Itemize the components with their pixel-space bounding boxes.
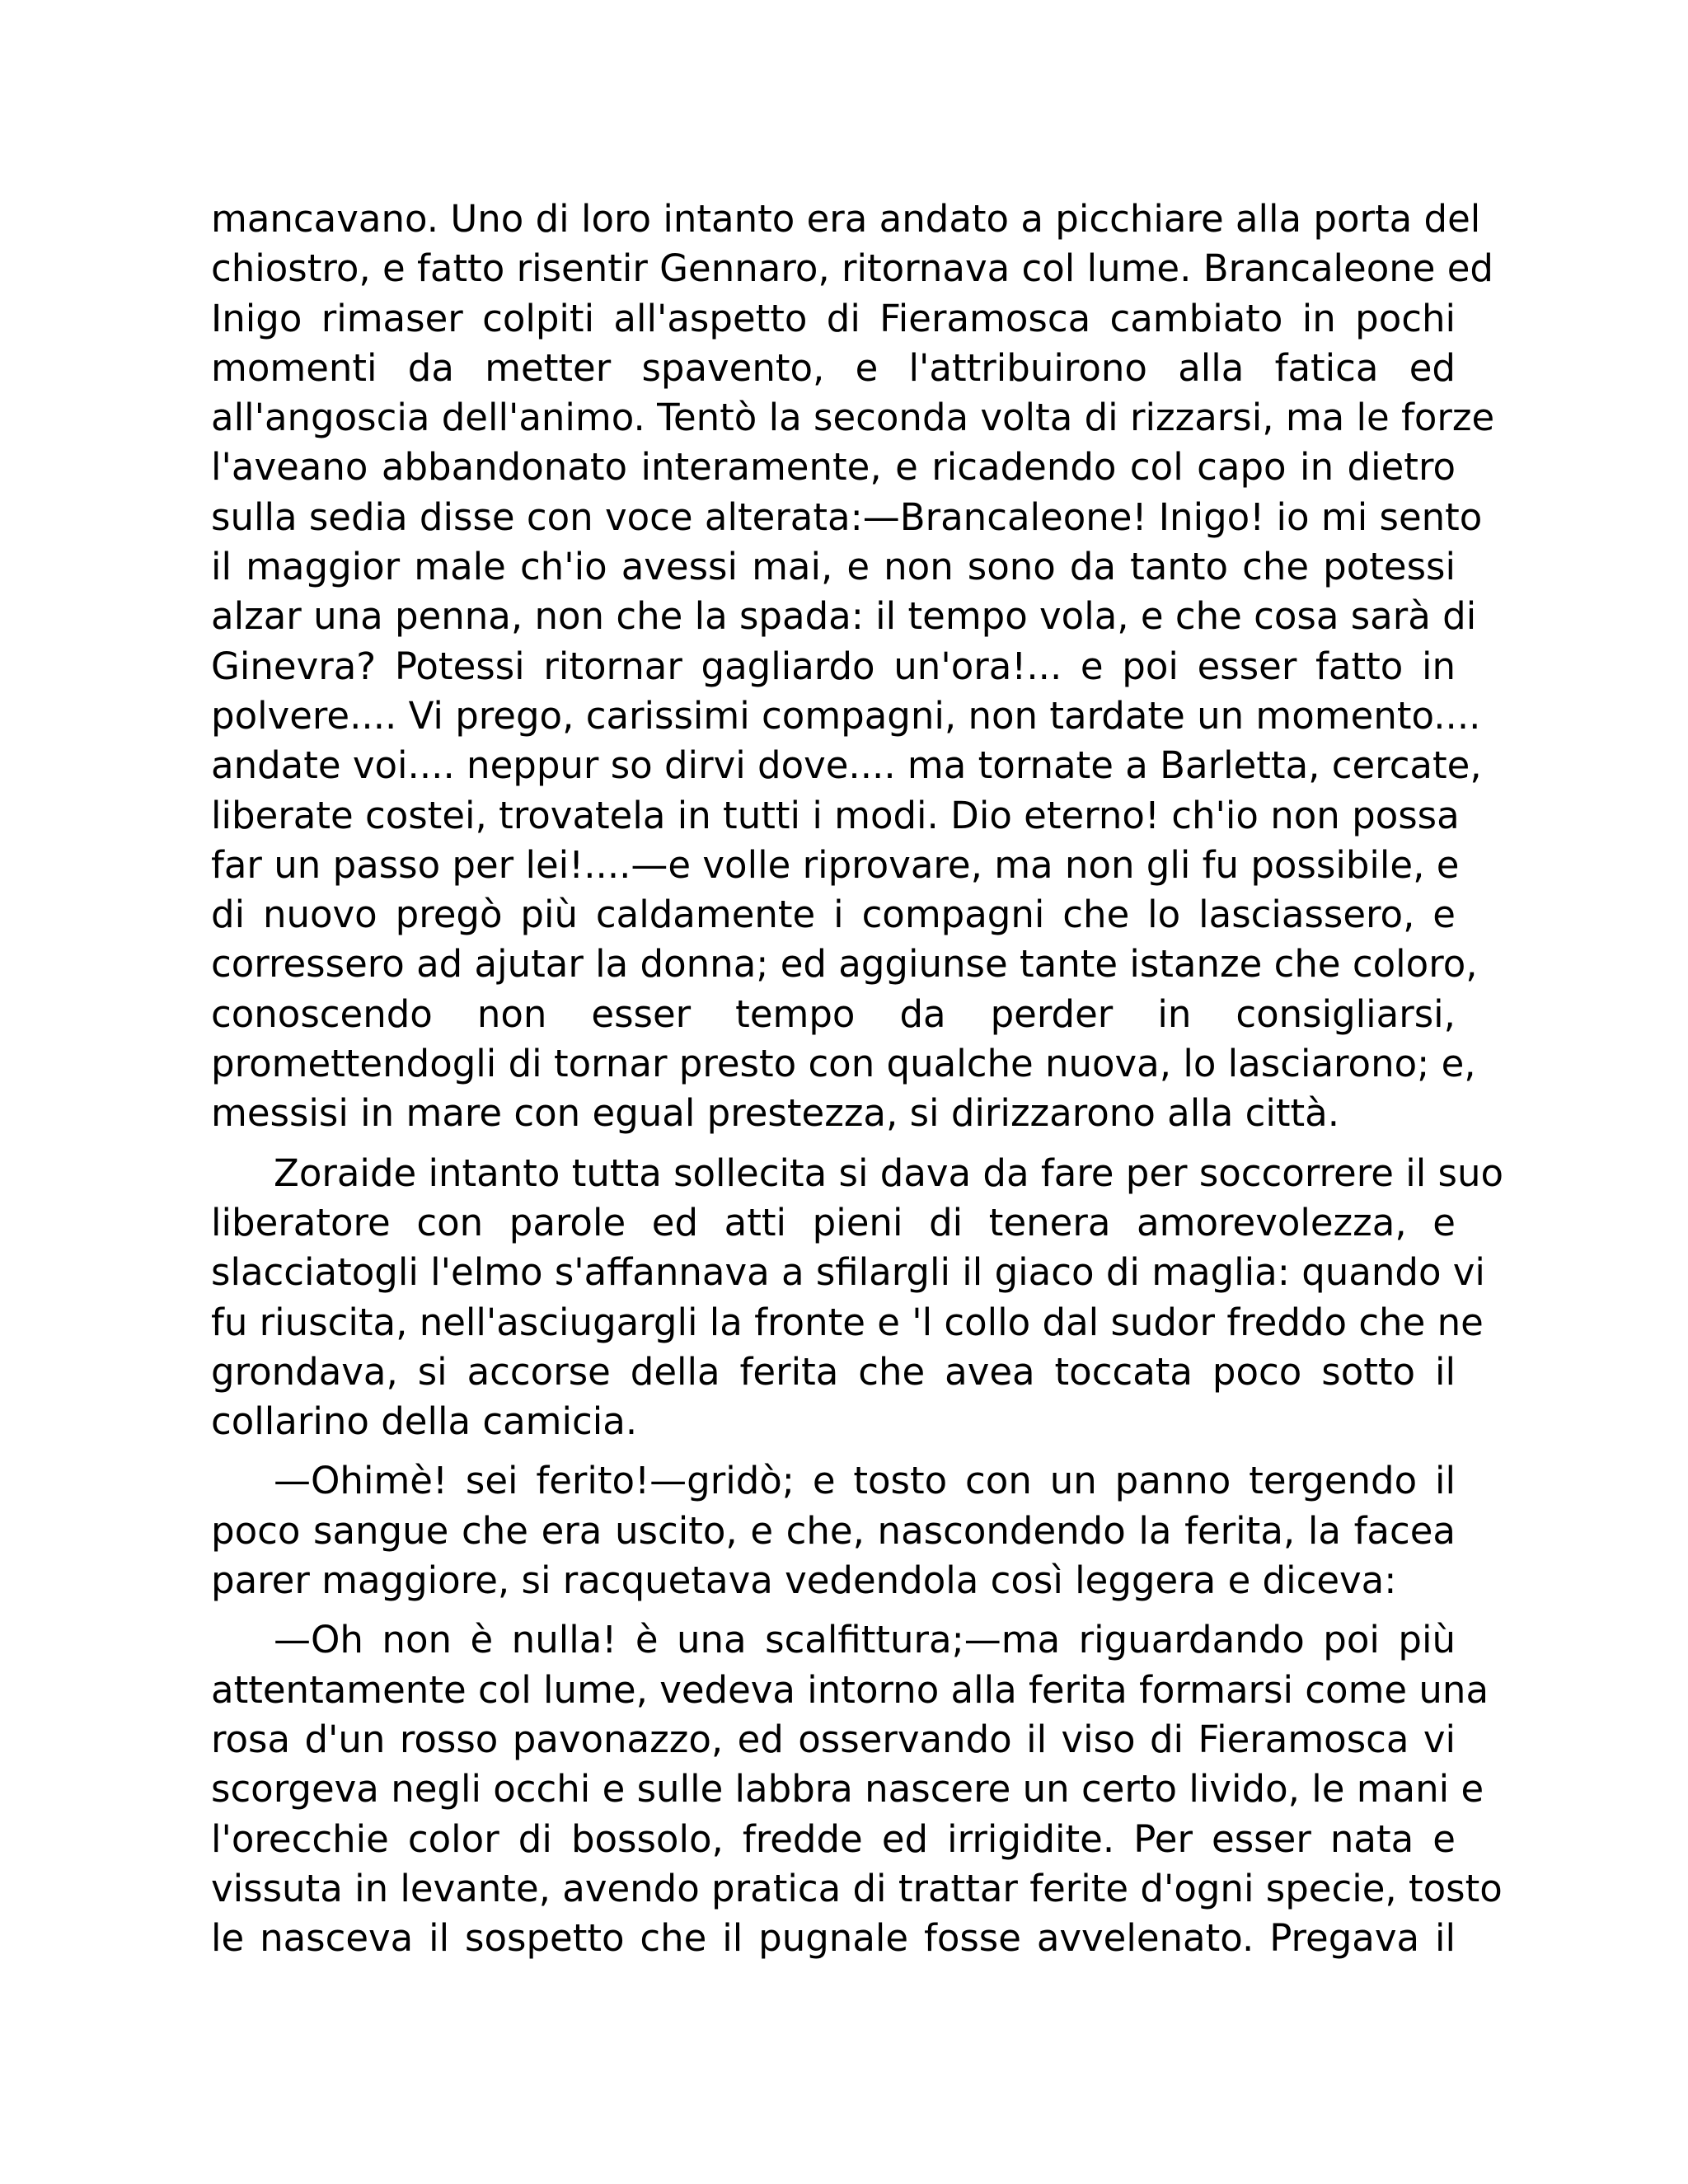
- text-line: fu riuscita, nell'asciugargli la fronte e 'l collo dal sudor freddo che ne: [211, 1300, 1484, 1344]
- text-line: mancavano. Uno di loro intanto era andato a picchiare alla porta del: [211, 197, 1481, 241]
- text-line: —Ohimè! sei ferito!—gridò; e tosto con un panno tergendo il: [274, 1459, 1456, 1503]
- text-line: scorgeva negli occhi e sulle labbra nascere un certo livido, le mani e: [211, 1767, 1484, 1811]
- text-line: di nuovo pregò più caldamente i compagni che lo lasciassero, e: [211, 893, 1456, 937]
- paragraph-1: [211, 194, 1495, 1139]
- text-line: l'orecchie color di bossolo, fredde ed irrigidite. Per esser nata e: [211, 1816, 1456, 1861]
- paragraph-4: [211, 1615, 1503, 1963]
- text-line: le nasceva il sospetto che il pugnale fosse avvelenato. Pregava il: [211, 1916, 1456, 1961]
- paragraph-2: [211, 1149, 1504, 1447]
- text-line: —Oh non è nulla! è una scalfittura;—ma riguardando poi più: [274, 1618, 1456, 1662]
- text-line: momenti da metter spavento, e l'attribuirono alla fatica ed: [211, 345, 1456, 390]
- text-line: rosa d'un rosso pavonazzo, ed osservando il viso di Fieramosca vi: [211, 1717, 1456, 1761]
- paragraph-3: [211, 1456, 1456, 1605]
- text-line: grondava, si accorse della ferita che avea toccata poco sotto il: [211, 1349, 1456, 1394]
- text-line: liberate costei, trovatela in tutti i modi. Dio eterno! ch'io non possa: [211, 793, 1460, 837]
- text-line: slacciatogli l'elmo s'affannava a sfilargli il giaco di maglia: quando vi: [211, 1250, 1485, 1295]
- text-line: all'angoscia dell'animo. Tentò la seconda volta di rizzarsi, ma le forze: [211, 396, 1495, 440]
- text-line: Ginevra? Potessi ritornar gagliardo un'ora!... e poi esser fatto in: [211, 644, 1456, 688]
- text-line: Zoraide intanto tutta sollecita si dava da fare per soccorrere il suo: [274, 1151, 1504, 1195]
- text-line: Inigo rimaser colpiti all'aspetto di Fieramosca cambiato in pochi: [211, 296, 1456, 340]
- text-line: far un passo per lei!....—e volle riprovare, ma non gli fu possibile, e: [211, 842, 1460, 887]
- text-line: vissuta in levante, avendo pratica di trattar ferite d'ogni specie, tosto: [211, 1866, 1503, 1910]
- text-line: corressero ad ajutar la donna; ed aggiunse tante istanze che coloro,: [211, 942, 1478, 987]
- text-line: il maggior male ch'io avessi mai, e non sono da tanto che potessi: [211, 545, 1456, 589]
- text-line: liberatore con parole ed atti pieni di tenera amorevolezza, e: [211, 1200, 1456, 1244]
- text-line: collarino della camicia.: [211, 1399, 638, 1444]
- text-line: poco sangue che era uscito, e che, nascondendo la ferita, la facea: [211, 1508, 1456, 1553]
- text-line: conoscendo non esser tempo da perder in consigliarsi,: [211, 991, 1456, 1036]
- text-line: attentamente col lume, vedeva intorno alla ferita formarsi come una: [211, 1667, 1489, 1712]
- text-line: alzar una penna, non che la spada: il tempo vola, e che cosa sarà di: [211, 594, 1477, 639]
- text-line: chiostro, e fatto risentir Gennaro, ritornava col lume. Brancaleone ed: [211, 246, 1493, 291]
- text-line: sulla sedia disse con voce alterata:—Brancaleone! Inigo! io mi sento: [211, 494, 1483, 539]
- text-line: parer maggiore, si racquetava vedendola così leggera e diceva:: [211, 1558, 1397, 1603]
- text-line: polvere.... Vi prego, carissimi compagni, non tardate un momento....: [211, 693, 1481, 738]
- text-line: promettendogli di tornar presto con qualche nuova, lo lasciarono; e,: [211, 1042, 1476, 1086]
- text-line: messisi in mare con egual prestezza, si dirizzarono alla città.: [211, 1091, 1340, 1136]
- text-line: l'aveano abbandonato interamente, e ricadendo col capo in dietro: [211, 445, 1456, 490]
- text-line: andate voi.... neppur so dirvi dove.... ma tornate a Barletta, cercate,: [211, 743, 1482, 788]
- book-page: [211, 194, 1504, 1963]
